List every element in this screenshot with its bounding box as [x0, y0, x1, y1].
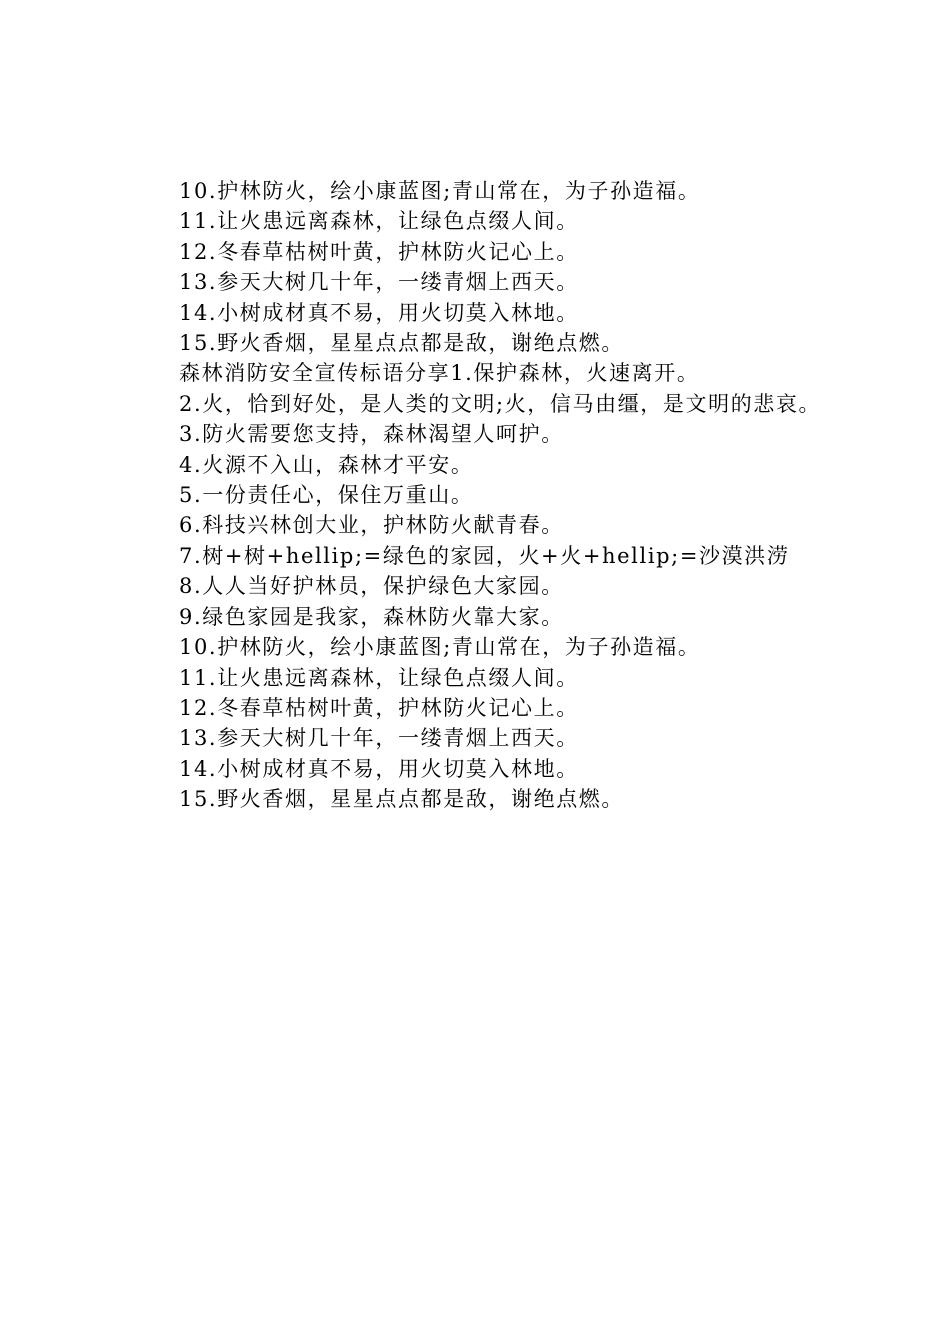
- paragraph: 6.科技兴林创大业，护林防火献青春。: [179, 513, 564, 538]
- paragraph: 14.小树成材真不易，用火切莫入林地。: [179, 300, 579, 325]
- paragraph: 12.冬春草枯树叶黄，护林防火记心上。: [179, 695, 579, 720]
- paragraph: 12.冬春草枯树叶黄，护林防火记心上。: [179, 239, 579, 264]
- paragraph: 13.参天大树几十年，一缕青烟上西天。: [179, 270, 579, 295]
- paragraph: 8.人人当好护林员，保护绿色大家园。: [179, 574, 564, 599]
- paragraph: 9.绿色家园是我家，森林防火靠大家。: [179, 604, 564, 629]
- paragraph: 15.野火香烟，星星点点都是敌，谢绝点燃。: [179, 331, 624, 356]
- section-heading-paragraph: 森林消防安全宣传标语分享1.保护森林，火速离开。: [179, 361, 700, 386]
- paragraph: 7.树+树+hellip;=绿色的家园，火+火+hellip;=沙漠洪涝: [179, 543, 790, 568]
- paragraph: 3.防火需要您支持，森林渴望人呵护。: [179, 422, 564, 447]
- document-body: [131, 176, 831, 815]
- paragraph: 10.护林防火，绘小康蓝图;青山常在，为子孙造福。: [179, 635, 701, 660]
- paragraph: 5.一份责任心，保住万重山。: [179, 483, 474, 508]
- paragraph: 11.让火患远离森林，让绿色点缀人间。: [179, 665, 579, 690]
- paragraph: 15.野火香烟，星星点点都是敌，谢绝点燃。: [179, 787, 624, 812]
- paragraph: 11.让火患远离森林，让绿色点缀人间。: [179, 209, 579, 234]
- paragraph: 2.火，恰到好处，是人类的文明;火，信马由缰，是文明的悲哀。: [179, 391, 822, 416]
- paragraph: 14.小树成材真不易，用火切莫入林地。: [179, 756, 579, 781]
- paragraph: 13.参天大树几十年，一缕青烟上西天。: [179, 726, 579, 751]
- paragraph: 4.火源不入山，森林才平安。: [179, 452, 474, 477]
- paragraph: 10.护林防火，绘小康蓝图;青山常在，为子孙造福。: [179, 179, 701, 203]
